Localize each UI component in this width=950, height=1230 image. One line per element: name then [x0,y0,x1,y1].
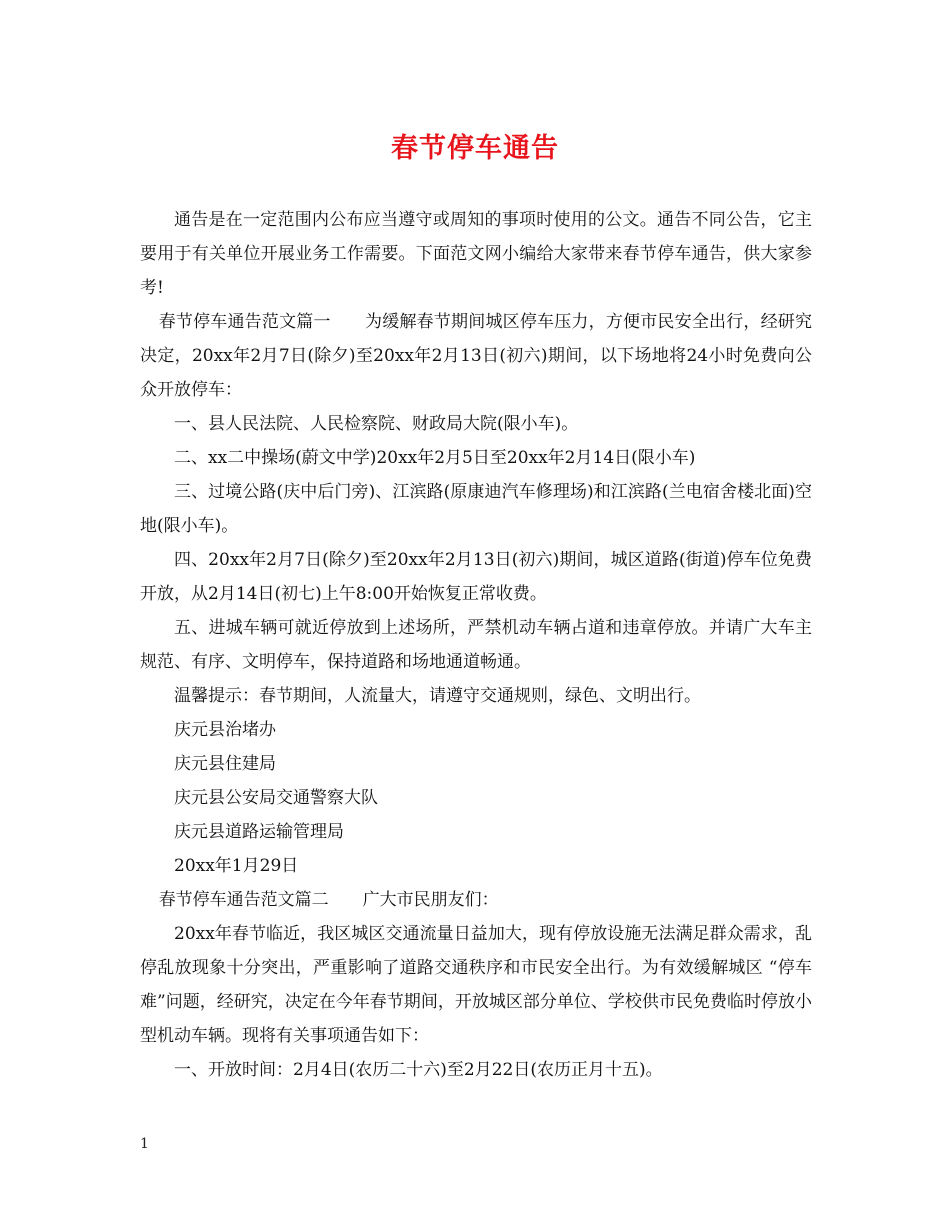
tip-paragraph: 温馨提示：春节期间，人流量大，请遵守交通规则，绿色、文明出行。 [174,686,701,706]
list-item: 一、开放时间：2月4日(农历二十六)至2月22日(农历正月十五)。 [174,1060,663,1080]
list-item: 三、过境公路(庆中后门旁)、江滨路(原康迪汽车修理场)和江滨路(兰电宿舍楼北面)空地(限小车)。 [140,482,812,536]
sample-two-heading-paragraph: 春节停车通告范文篇二 广大市民朋友们： [158,890,499,910]
sample-one-heading-paragraph: 春节停车通告范文篇一 为缓解春节期间城区停车压力，方便市民安全出行，经研究决定，20xx年2月7日(除夕)至20xx年2月13日(初六)期间，以下场地将24小时免费向公众开放停车： [140,312,812,400]
date-line: 20xx年1月29日 [174,856,299,876]
document-body [140,203,812,1087]
list-item: 四、20xx年2月7日(除夕)至20xx年2月13日(初六)期间，城区道路(街道)停车位免费开放，从2月14日(初七)上午8:00开始恢复正常收费。 [140,550,812,604]
issuer-line: 庆元县住建局 [174,754,276,774]
intro-paragraph: 通告是在一定范围内公布应当遵守或周知的事项时使用的公文。通告不同公告，它主要用于有关单位开展业务工作需要。下面范文网小编给大家带来春节停车通告，供大家参考! [140,210,812,298]
issuer-line: 庆元县治堵办 [174,720,276,740]
issuer-line: 庆元县公安局交通警察大队 [174,788,378,808]
list-item: 二、xx二中操场(蔚文中学)20xx年2月5日至20xx年2月14日(限小车) [174,448,696,468]
list-item: 五、进城车辆可就近停放到上述场所，严禁机动车辆占道和违章停放。并请广大车主规范、有序、文明停车，保持道路和场地通道畅通。 [140,618,812,672]
list-item: 一、县人民法院、人民检察院、财政局大院(限小车)。 [174,414,579,434]
sample-two-body-paragraph: 20xx年春节临近，我区城区交通流量日益加大，现有停放设施无法满足群众需求，乱停乱放现象十分突出，严重影响了道路交通秩序和市民安全出行。为有效缓解城区 “停车难”问题，经研究，决定在今年春节期间，开放城区部分单位、学校供市民免费临时停放小型机动车辆。现将有关事项通告如下： [140,924,812,1046]
page-number: 1 [140,1136,149,1152]
document-title: 春节停车通告 [391,133,559,164]
issuer-line: 庆元县道路运输管理局 [174,822,344,842]
